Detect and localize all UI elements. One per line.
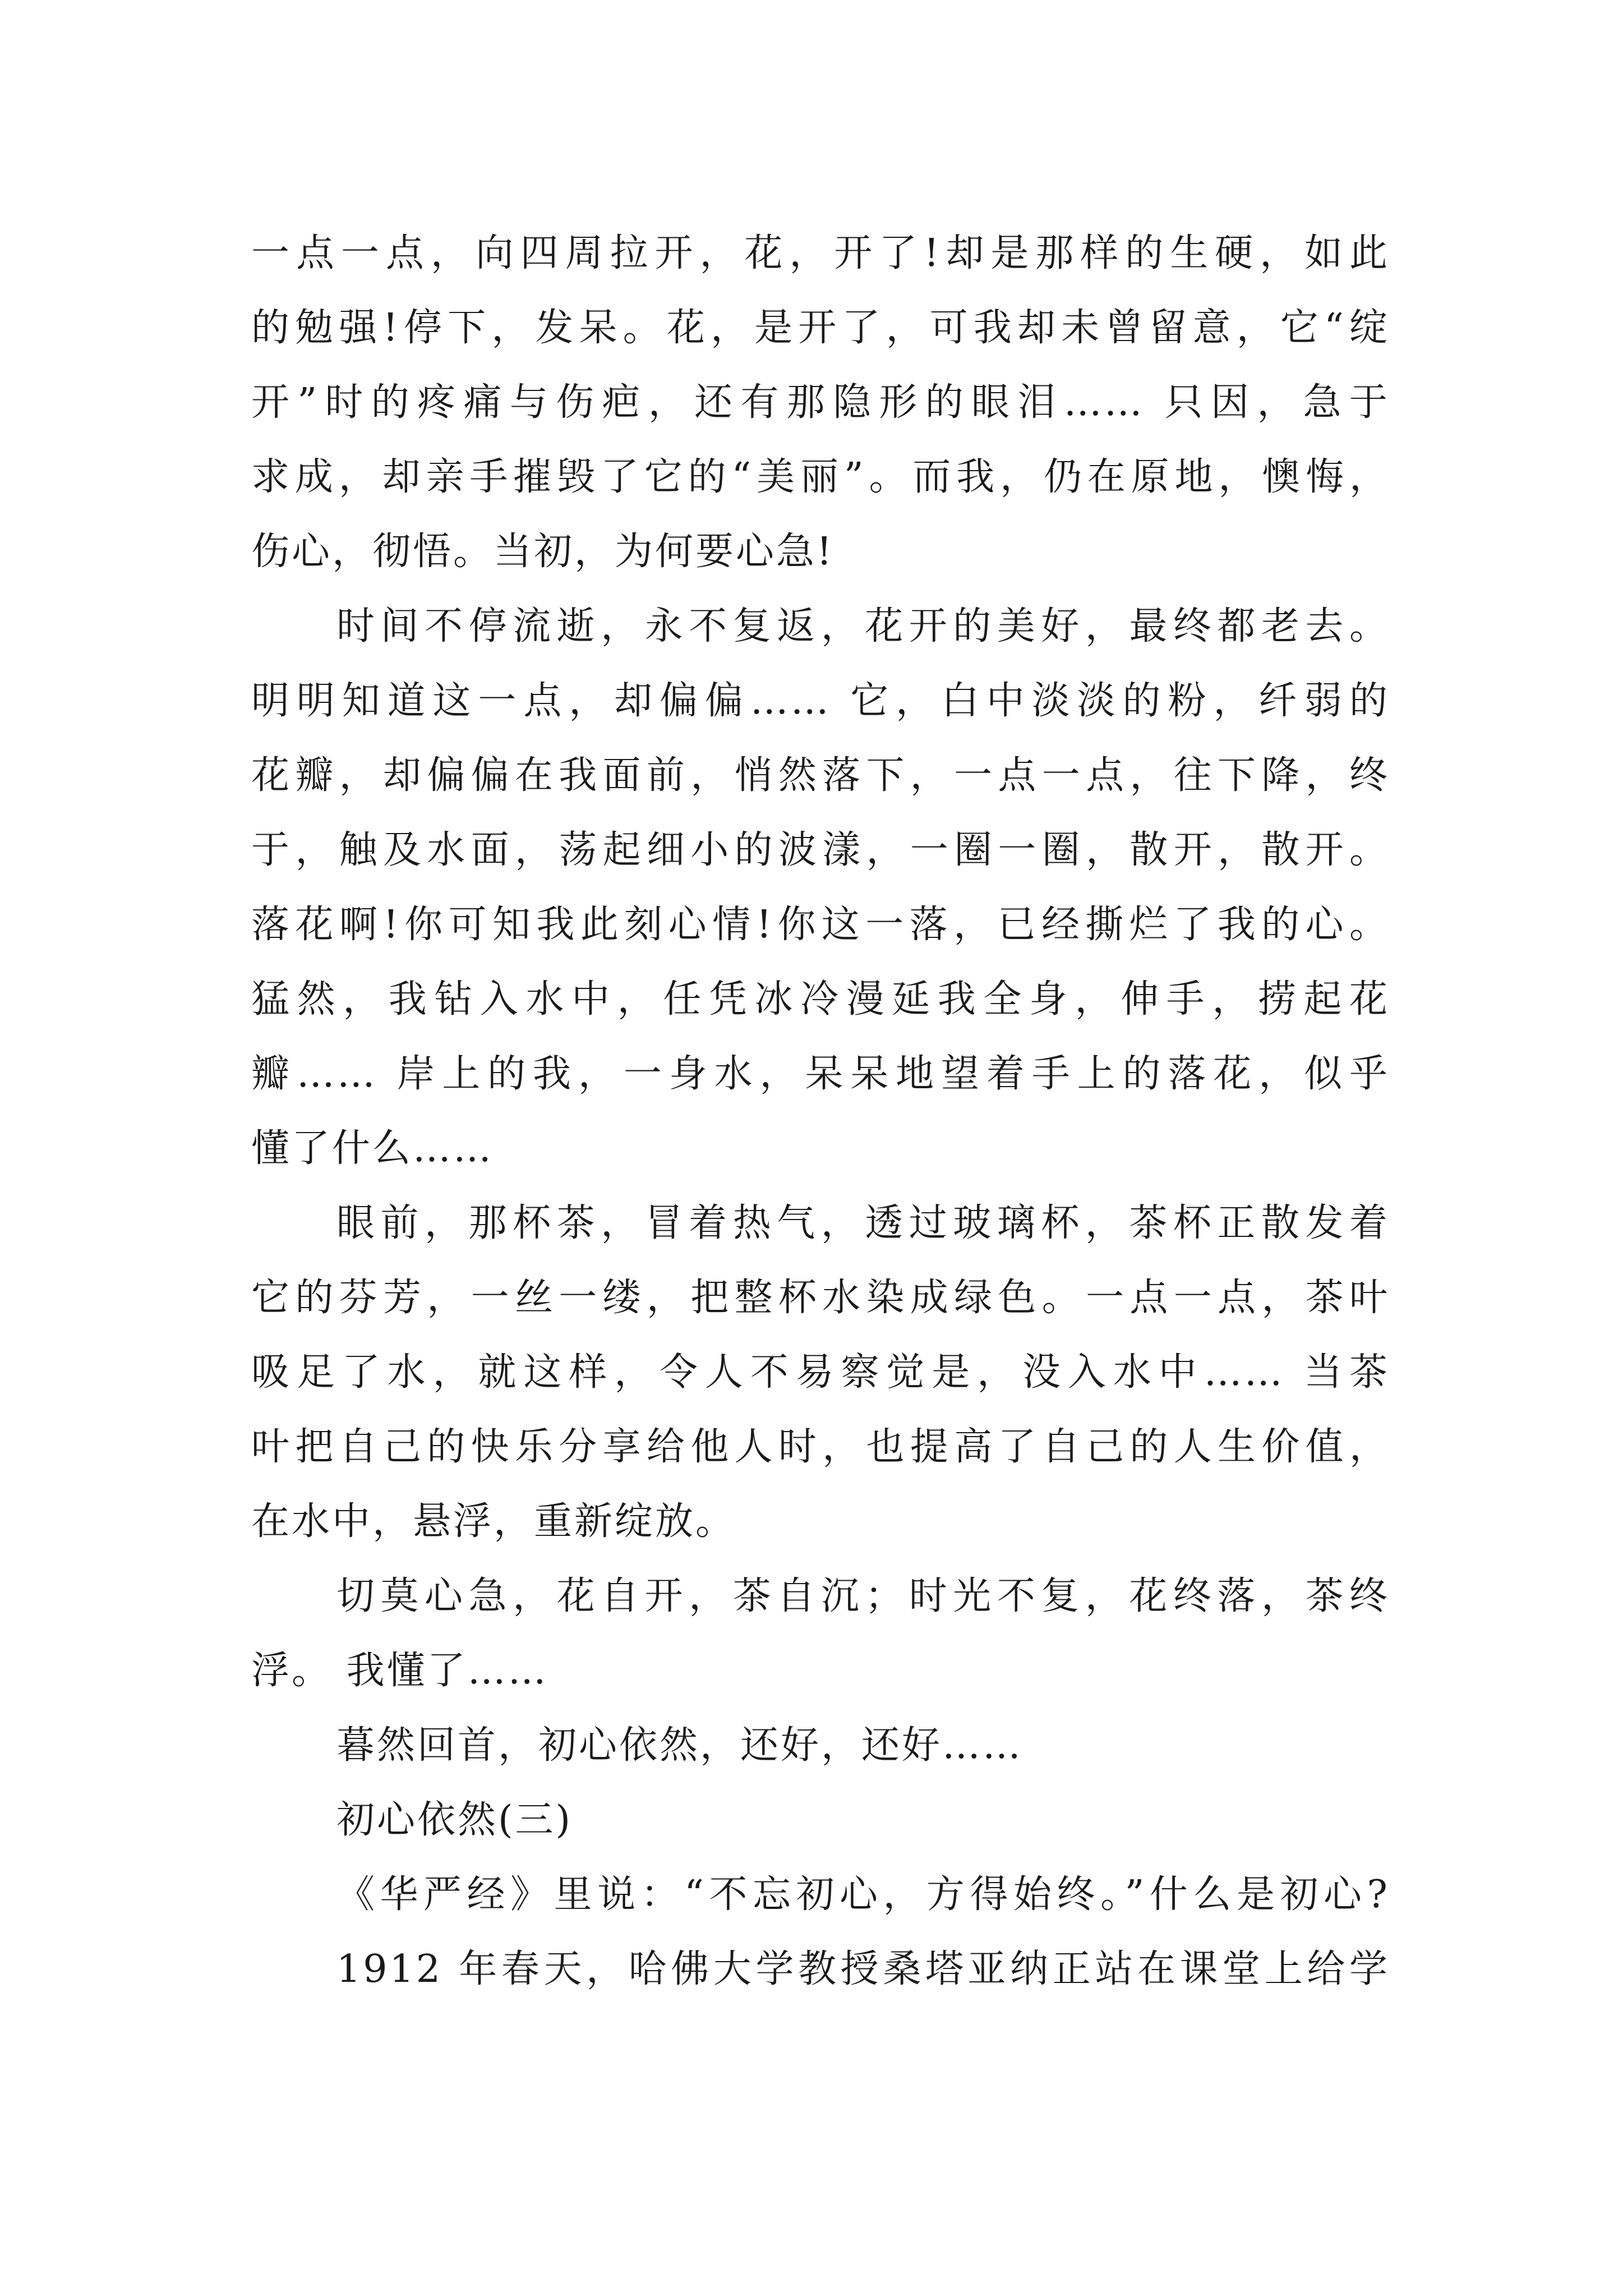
text-line: 在水中，悬浮，重新绽放。	[251, 1499, 736, 1544]
text-line: 瓣…… 岸上的我，一身水，呆呆地望着手上的落花，似乎	[251, 1052, 1390, 1096]
paragraph-first-line: 时间不停流逝，永不复返，花开的美好，最终都老去。	[336, 604, 1390, 648]
paragraph-first-line: 暮然回首，初心依然，还好，还好……	[336, 1723, 1023, 1768]
text-line: 开”时的疼痛与伤疤，还有那隐形的眼泪…… 只因，急于	[251, 380, 1390, 425]
text-line: 一点一点，向四周拉开，花，开了!却是那样的生硬，如此	[251, 231, 1390, 275]
paragraph-first-line: 切莫心急，花自开，茶自沉；时光不复，花终落，茶终	[336, 1574, 1390, 1618]
text-line: 伤心，彻悟。当初，为何要心急!	[251, 530, 834, 574]
text-line: 猛然，我钻入水中，任凭冰冷漫延我全身，伸手，捞起花	[251, 977, 1390, 1022]
document-body	[251, 216, 1390, 2007]
text-line: 的勉强!停下，发呆。花，是开了，可我却未曾留意，它“绽	[251, 306, 1390, 350]
text-line: 明明知道这一点，却偏偏…… 它，白中淡淡的粉，纤弱的	[251, 679, 1390, 723]
text-line: 落花啊!你可知我此刻心情!你这一落，已经撕烂了我的心。	[251, 903, 1390, 947]
text-line: 叶把自己的快乐分享给他人时，也提高了自己的人生价值，	[251, 1425, 1390, 1469]
text-line: 求成，却亲手摧毁了它的“美丽”。而我，仍在原地，懊悔，	[251, 455, 1390, 499]
text-line: 于，触及水面，荡起细小的波漾，一圈一圈，散开，散开。	[251, 828, 1390, 872]
text-line: 它的芬芳，一丝一缕，把整杯水染成绿色。一点一点，茶叶	[251, 1276, 1390, 1320]
text-line: 花瓣，却偏偏在我面前，悄然落下，一点一点，往下降，终	[251, 753, 1390, 798]
paragraph-first-line: 眼前，那杯茶，冒着热气，透过玻璃杯，茶杯正散发着	[336, 1201, 1390, 1245]
section-heading: 初心依然(三)	[336, 1798, 573, 1842]
paragraph-first-line: 1912 年春天，哈佛大学教授桑塔亚纳正站在课堂上给学	[336, 1947, 1390, 1991]
text-line: 吸足了水，就这样，令人不易察觉是，没入水中…… 当茶	[251, 1350, 1390, 1395]
paragraph-first-line: 《华严经》里说：“不忘初心，方得始终。”什么是初心?	[336, 1872, 1390, 1917]
text-line: 懂了什么……	[251, 1126, 494, 1171]
text-line: 浮。 我懂了……	[251, 1649, 548, 1693]
